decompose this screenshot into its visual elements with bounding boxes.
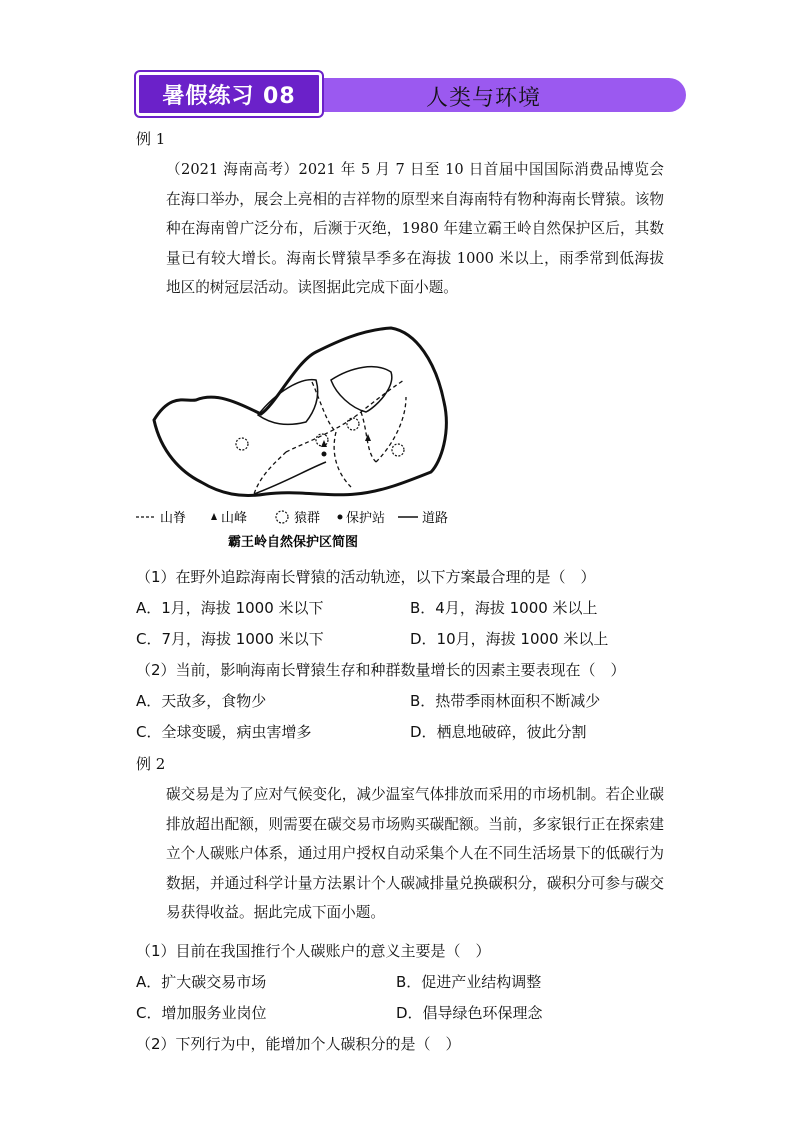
example2-q2-stem: （2）下列行为中，能增加个人碳积分的是（ ） — [136, 1035, 461, 1053]
example1-q1-option-d: D．10月，海拔 1000 米以上 — [410, 630, 609, 648]
banner-badge: 暑假练习 08 — [136, 72, 322, 116]
ape-group-marker — [347, 418, 359, 430]
example2-q1-option-d: D．倡导绿色环保理念 — [396, 1004, 543, 1022]
ape-group-marker — [316, 434, 328, 446]
banner-title: 人类与环境 — [426, 86, 542, 111]
example1-q1-option-b: B．4月，海拔 1000 米以上 — [410, 599, 598, 617]
example1-q2-option-b: B．热带季雨林面积不断减少 — [410, 692, 601, 710]
example1-q2-option-a: A．天敌多，食物少 — [136, 692, 267, 710]
ridge-line — [334, 432, 351, 487]
example2-q1-stem: （1）目前在我国推行个人碳账户的意义主要是（ ） — [136, 942, 491, 960]
example2-label: 例 2 — [136, 755, 166, 773]
example1-q2-option-c: C．全球变暖，病虫害增多 — [136, 723, 312, 741]
example2-q1-option-a: A．扩大碳交易市场 — [136, 973, 267, 991]
example1-q1-option-a: A．1月，海拔 1000 米以下 — [136, 599, 324, 617]
example1-label: 例 1 — [136, 130, 166, 148]
legend-group-label: 猿群 — [294, 511, 321, 526]
example1-paragraph — [136, 155, 664, 303]
example1-paragraph-text: （2021 海南高考）2021 年 5 月 7 日至 10 日首届中国国际消费品博览会在海口举办，展会上亮相的吉祥物的原型来自海南特有物种海南长臂猿。该物种在海南曾广泛分布，后濒于灭绝，1980 年建立霸王岭自然保护区后，其数量已有较大增长。海南长臂猿旱季多在海拔 1000 米以上，雨季常到低海拔地区的树冠层活动。读图据此完成下面小题。 — [166, 161, 664, 296]
reserve-map — [136, 322, 456, 552]
example2-q1-option-b: B．促进产业结构调整 — [396, 973, 542, 991]
station-marker — [322, 452, 327, 457]
ape-group-marker — [392, 444, 404, 456]
map-caption: 霸王岭自然保护区简图 — [228, 535, 359, 550]
legend-station-label: 保护站 — [346, 511, 386, 526]
reserve-map-svg — [136, 322, 456, 552]
example1-q2-stem: （2）当前，影响海南长臂猿生存和种群数量增长的因素主要表现在（ ） — [136, 661, 626, 679]
inner-zone — [258, 380, 318, 425]
example1-q1-stem: （1）在野外追踪海南长臂猿的活动轨迹，以下方案最合理的是（ ） — [136, 568, 596, 586]
legend-peak-label: 山峰 — [221, 511, 248, 526]
example1-q2-option-d: D．栖息地破碎，彼此分割 — [410, 723, 587, 741]
example2-q1-option-c: C．增加服务业岗位 — [136, 1004, 267, 1022]
ridge-line — [286, 380, 404, 452]
example2-paragraph — [136, 780, 664, 928]
legend-ridge-label: 山脊 — [160, 511, 187, 526]
legend-road-label: 道路 — [422, 511, 449, 526]
section-banner — [136, 72, 688, 116]
ridge-line — [376, 397, 406, 462]
ape-group-marker — [236, 438, 248, 450]
road-line — [254, 462, 326, 494]
legend-group-symbol — [276, 511, 288, 523]
legend-station-symbol — [338, 515, 343, 520]
inner-zone-2 — [331, 367, 392, 412]
reserve-boundary — [154, 328, 446, 496]
example1-q1-option-c: C．7月，海拔 1000 米以下 — [136, 630, 324, 648]
example2-paragraph-text: 碳交易是为了应对气候变化，减少温室气体排放而采用的市场机制。若企业碳排放超出配额，则需要在碳交易市场购买碳配额。当前，多家银行正在探索建立个人碳账户体系，通过用户授权自动采集个人在不同生活场景下的低碳行为数据，并通过科学计量方法累计个人碳减排量兑换碳积分，碳积分可参与碳交易获得收益。据此完成下面小题。 — [166, 786, 664, 921]
legend-peak-symbol — [211, 513, 217, 520]
